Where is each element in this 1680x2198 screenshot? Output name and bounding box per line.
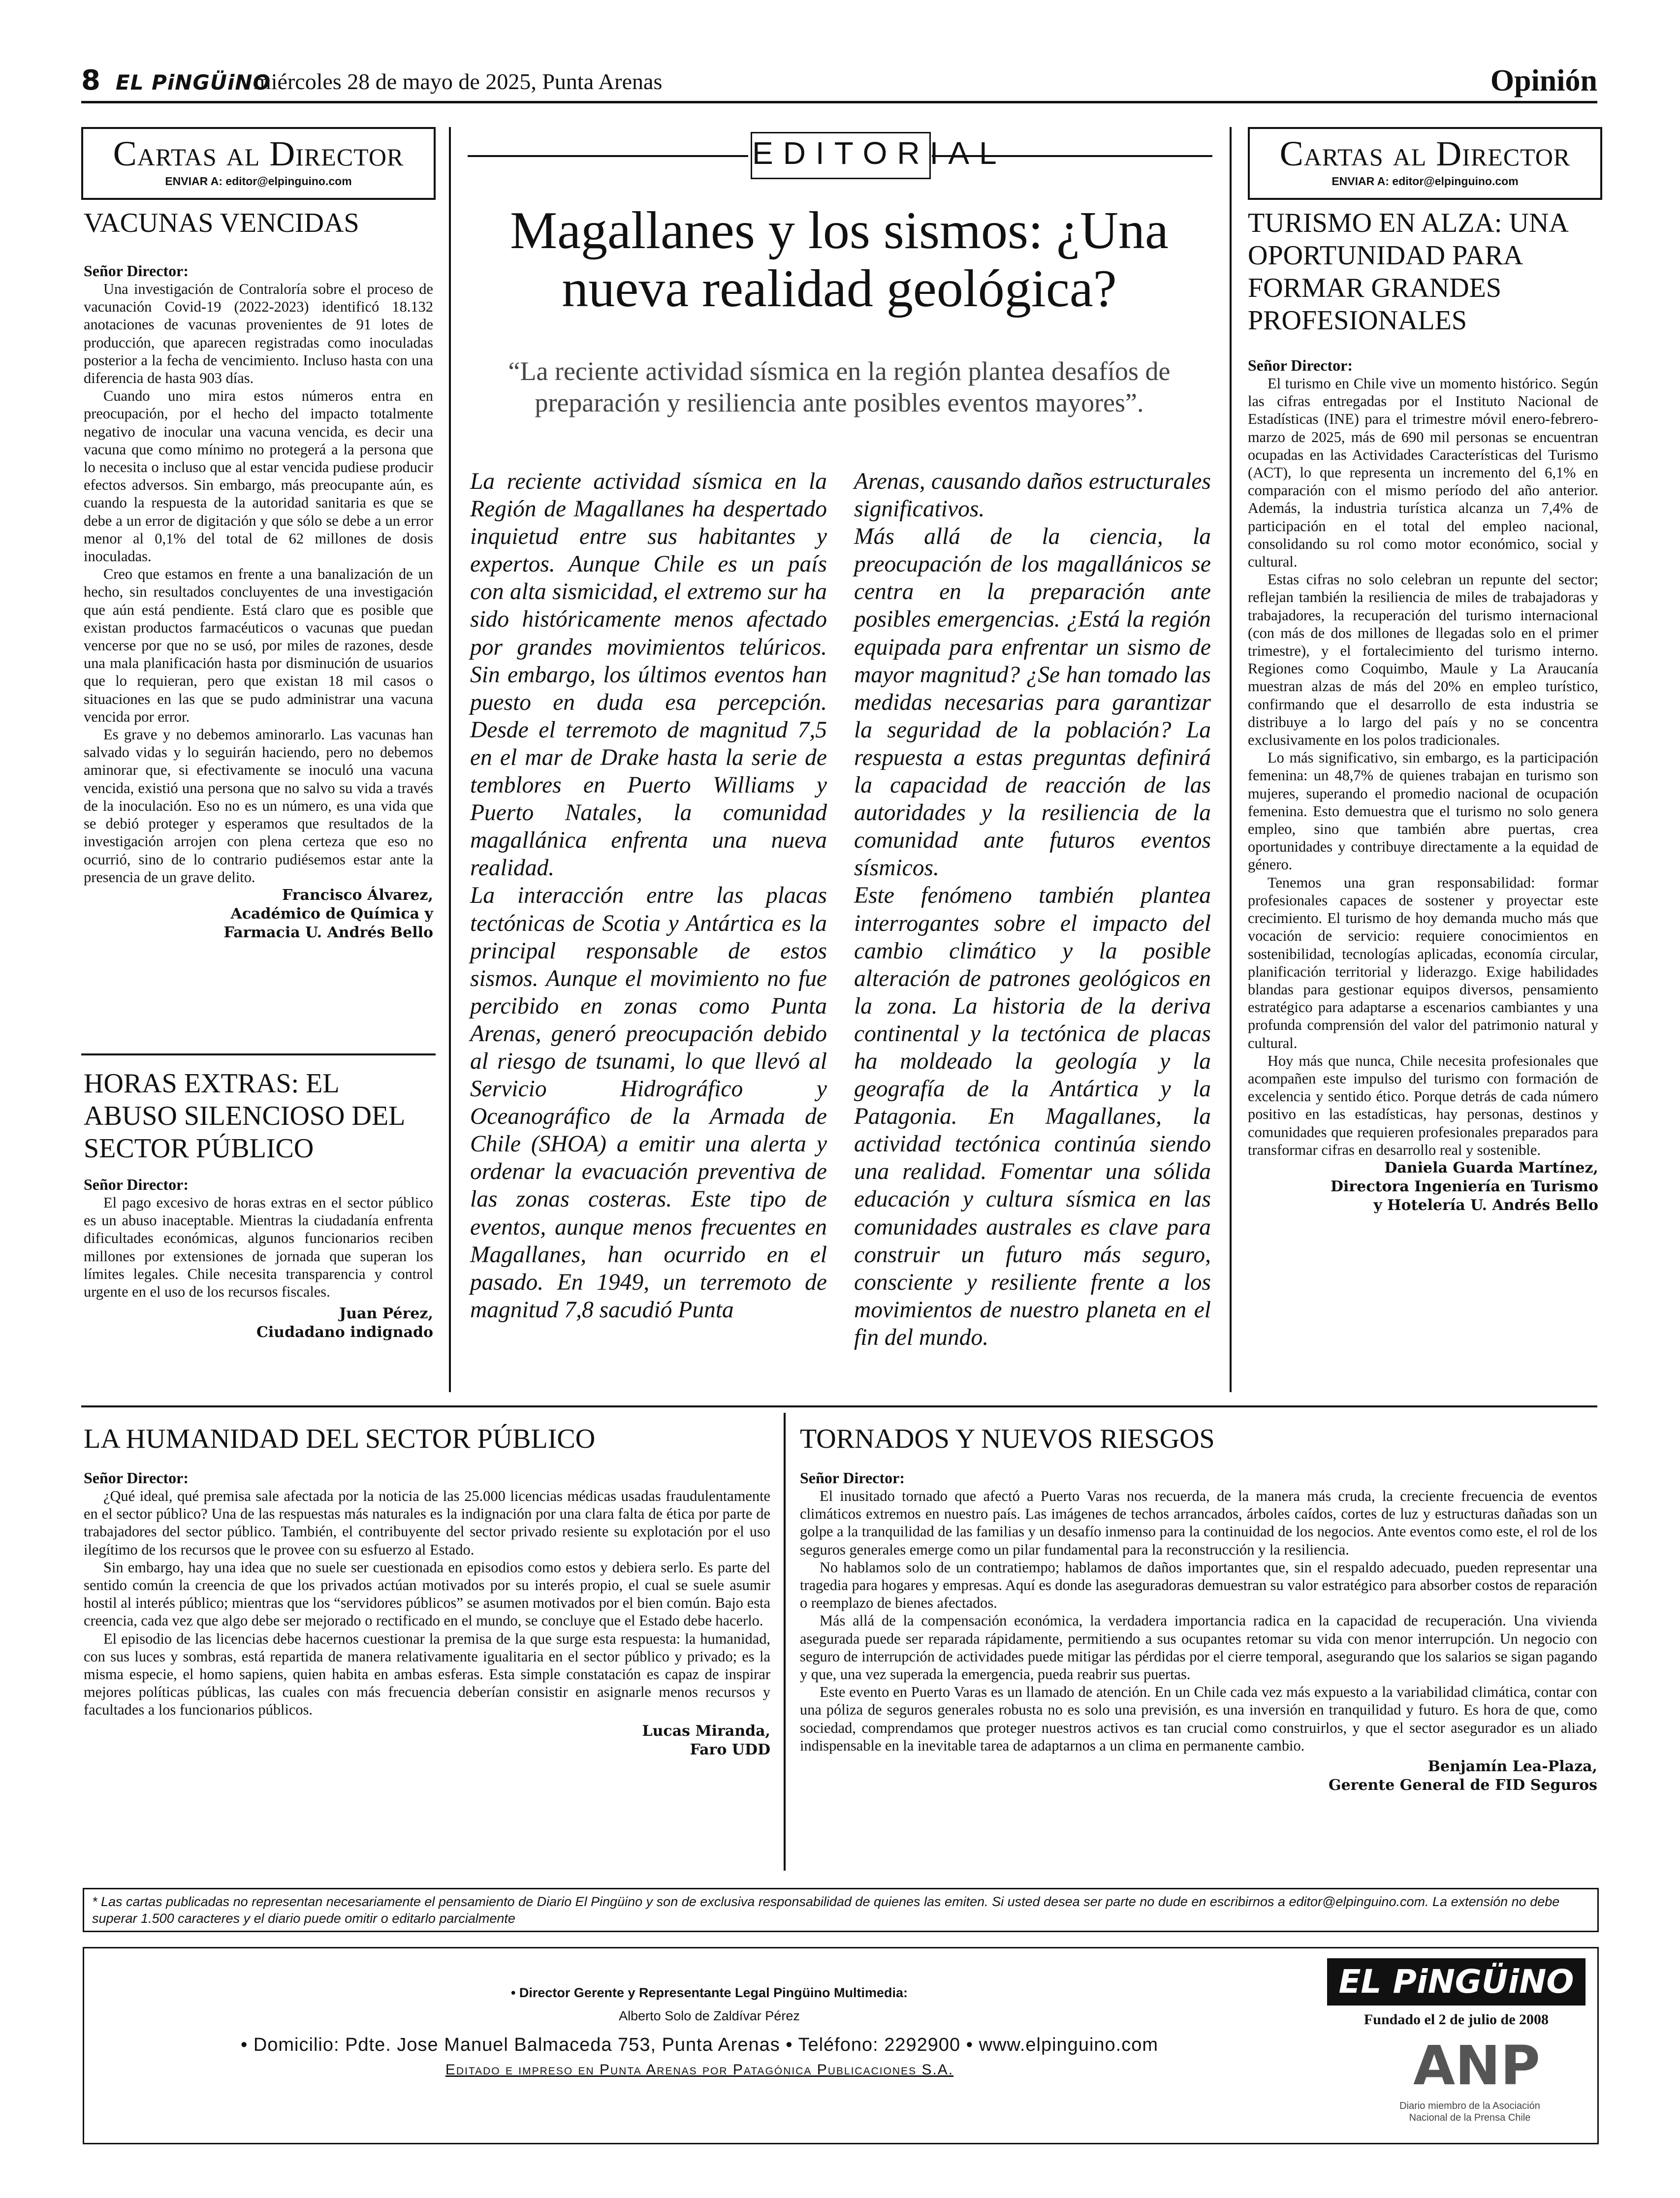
letter-horas-extras [84, 1067, 433, 1342]
editorial-label: EDITORIAL [752, 135, 1007, 171]
editorial-title: Magallanes y los sismos: ¿Una nueva realidad geológica? [510, 201, 1169, 318]
header-logo: EL PiNGÜiNO [116, 70, 271, 95]
paragraph: Una investigación de Contraloría sobre el proceso de vacunación Covid-19 (2022-2023) identificó 18.132 anotaciones de vacunas provenientes de 91 lotes de producción, que aparecen registradas como inoculadas posterior a la fecha de vencimiento. Incluso hasta con una diferencia de hasta 903 días. [84, 281, 433, 387]
editorial-rule [468, 155, 748, 157]
letter-salutation: Señor Director: [84, 1469, 189, 1487]
signature-name: Daniela Guarda Martínez, [1384, 1159, 1598, 1177]
footer-printed: Editado e impreso en Punta Arenas por Patagónica Publicaciones S.A. [445, 2062, 954, 2078]
letters-box-email: ENVIAR A: editor@elpinguino.com [165, 175, 352, 188]
letter-title: VACUNAS VENCIDAS [84, 208, 359, 238]
letter-body [84, 1194, 433, 1301]
paragraph: Este fenómeno también plantea interrogantes sobre el impacto del cambio climático y la posible alteración de patrones geológicos en la zona. La historia de la deriva continental y la tectónica de placas ha moldeado la geología y la geografía de la Antártica y la Patagonia. En Magallanes, la actividad tectónica continúa siendo una realidad. Fomentar una sólida educación y cultura sísmica en las comunidades australes es clave para construir un futuro más seguro, consciente y resiliente frente a los movimientos de nuestro planeta en el fin del mundo. [854, 883, 1211, 1350]
signature-role: Farmacia U. Andrés Bello [223, 924, 433, 941]
letter-turismo [1248, 207, 1598, 1215]
page-number: 8 [81, 64, 100, 96]
paragraph: El episodio de las licencias debe hacernos cuestionar la premisa de la que surge esta respuesta: la humanidad, con sus luces y sombras, está repartida de manera relativamente igualitaria en el sector público y privado; es la misma especie, el homo sapiens, quien habita en ambas esferas. Esta simple constatación es capaz de inspirar mejores políticas públicas, las cuales con más frecuencia deberían consistir en asignarle menos recursos y facultades a los funcionarios públicos. [84, 1630, 770, 1719]
paragraph: El pago excesivo de horas extras en el sector público es un abuso inaceptable. Mientras la ciudadanía enfrenta dificultades económicas, algunos funcionarios reciben millones por extensiones de jornada que superan los límites legales. Chile necesita transparencia y control urgente en el uso de los recursos fiscales. [84, 1194, 433, 1301]
letter-title: HORAS EXTRAS: EL ABUSO SILENCIOSO DEL SECTOR PÚBLICO [84, 1068, 405, 1164]
letter-title: LA HUMANIDAD DEL SECTOR PÚBLICO [84, 1424, 596, 1454]
paragraph: Hoy más que nunca, Chile necesita profesionales que acompañen este impulso del turismo con formación de excelencia y sentido ético. Porque detrás de cada número positivo en las estadísticas, hay personas, destinos y comunidades que requieren profesionales preparados para transformar cifras en desarrollo real y sostenible. [1248, 1052, 1598, 1158]
letter-signature [84, 1305, 433, 1342]
editorial-column-2 [854, 468, 1211, 1351]
signature-name: Francisco Álvarez, [282, 886, 433, 904]
section-title: Opinión [1490, 64, 1597, 97]
paragraph: Arenas, causando daños estructurales significativos. [854, 469, 1211, 522]
header-date: miércoles 28 de mayo de 2025, Punta Arenas [254, 69, 663, 94]
letter-body [1248, 375, 1598, 1159]
paragraph: La reciente actividad sísmica en la Región de Magallanes ha despertado inquietud entre sus habitantes y expertos. Aunque Chile es un país con alta sismicidad, el extremo sur ha sido históricamente menos afectado por grandes movimientos telúricos. Sin embargo, los últimos eventos han puesto en duda esa percepción. Desde el terremoto de magnitud 7,5 en el mar de Drake hasta la serie de temblores en Puerto Williams y Puerto Natales, la comunidad magallánica enfrenta una nueva realidad. [470, 469, 827, 881]
letter-signature [84, 886, 433, 942]
paragraph: Este evento en Puerto Varas es un llamado de atención. En un Chile cada vez más expuesto a la variabilidad climática, contar con una póliza de seguros generales robusta no es solo una previsión, es una inversión en tranquilidad y futuro. Es hora de que, como sociedad, comprendamos que proteger nuestros activos es tan crucial como construirlos, y que el sector asegurador es un aliado indispensable en la inevitable tarea de adaptarnos a un clima en permanente cambio. [800, 1684, 1597, 1754]
footer [83, 1947, 1599, 2144]
letter-salutation: Señor Director: [800, 1469, 905, 1487]
letter-salutation: Señor Director: [84, 1176, 189, 1193]
letter-signature [800, 1757, 1597, 1795]
letter-vacunas [84, 207, 433, 942]
divider [81, 1053, 436, 1055]
divider [81, 1405, 1597, 1407]
letter-body [800, 1487, 1597, 1754]
letter-tornados [800, 1423, 1597, 1795]
paragraph: El turismo en Chile vive un momento histórico. Según las cifras entregadas por el Instituto Nacional de Estadísticas (INE) para el trimestre móvil enero-febrero-marzo de 2025, más de 690 mil personas se encuentran ocupadas en las Actividades Características del Turismo (ACT), lo que representa un incremento del 6,1% en comparación con el mismo período del año anterior. Además, la industria turística alcanza un 7,4% de participación en el total del empleo nacional, consolidando su rol como motor económico, social y cultural. [1248, 375, 1598, 571]
editorial-column-1 [470, 468, 827, 1324]
letter-title: TURISMO EN ALZA: UNA OPORTUNIDAD PARA FORMAR GRANDES PROFESIONALES [1248, 208, 1567, 336]
footer-logo: EL PiNGÜiNO [1327, 1958, 1585, 2006]
letter-salutation: Señor Director: [84, 262, 189, 280]
founded-date: Fundado el 2 de julio de 2008 [1363, 2011, 1549, 2028]
letter-salutation: Señor Director: [1248, 356, 1353, 374]
letters-box-title: Cartas al Director [1279, 134, 1571, 173]
paragraph: No hablamos solo de un contratiempo; hablamos de daños importantes que, sin el respaldo adecuado, pueden representar una tragedia para hogares y empresas. Aquí es donde las aseguradoras demuestran su valor estratégico para absorber costos de reparación o reemplazo de bienes afectados. [800, 1559, 1597, 1612]
letters-box-email: ENVIAR A: editor@elpinguino.com [1331, 175, 1519, 188]
column-divider [449, 127, 451, 1392]
paragraph: Más allá de la ciencia, la preocupación de los magallánicos se centra en la preparación ante posibles emergencias. ¿Está la región equipada para enfrentar un sismo de mayor magnitud? ¿Se han tomado las medidas necesarias para garantizar la seguridad de la población? La respuesta a estas preguntas definirá la capacidad de reacción de las autoridades y la resiliencia de la comunidad ante futuros eventos sísmicos. [854, 524, 1211, 881]
editorial-label-box [751, 132, 1007, 179]
letter-title: TORNADOS Y NUEVOS RIESGOS [800, 1424, 1215, 1454]
paragraph: Más allá de la compensación económica, la verdadera importancia radica en la capacidad de recuperación. Una vivienda asegurada puede ser reparada rápidamente, permitiendo a sus ocupantes retomar su vida con menor interrupción. Un negocio con seguro de interrupción de actividades puede mitigar las pérdidas por el cierre temporal, asegurando que los salarios se sigan pagando y que, una vez superada la emergencia, pueda reabrir sus puertas. [800, 1612, 1597, 1683]
column-divider [784, 1413, 786, 1871]
letter-signature [84, 1722, 770, 1759]
signature-role: y Hotelería U. Andrés Bello [1373, 1196, 1598, 1214]
paragraph: Sin embargo, hay una idea que no suele ser cuestionada en episodios como estos y debiera serlo. Es parte del sentido común la creencia de que los privados actúan motivados por su interés propio, el cual se suele asumir hostil al interés público; mientras que los “servidores públicos” se asumen motivados por el bien común. Bajo esta creencia, cada vez que algo debe ser mejorado o rectificado en el mundo, se concluye que el Estado debe hacerlo. [84, 1559, 770, 1629]
column-divider [1230, 127, 1232, 1392]
letter-humanidad [84, 1423, 770, 1759]
paragraph: Lo más significativo, sin embargo, es la participación femenina: un 48,7% de quienes trabajan en turismo son mujeres, superando el promedio nacional de ocupación femenina. Esto demuestra que el turismo no solo genera empleo, sino que también abre puertas, crea oportunidades y contribuye directamente a la equidad de género. [1248, 749, 1598, 873]
signature-role: Académico de Química y [230, 905, 433, 923]
letters-box-left [81, 127, 436, 200]
paragraph: Cuando uno mira estos números entra en preocupación, por el hecho del impacto totalmente negativo de inocular una vacuna vencida, es decir una vacuna que como mínimo no protegerá a la persona que lo necesita o incluso que al estar vencida pudiese producir efectos adversos. Sin embargo, más preocupante aún, es cuando la respuesta de la autoridad sanitaria es que se debe a un error de digitación y que sólo se debe a un error menor al 0,1% del total de 62 millones de dosis inoculadas. [84, 387, 433, 565]
paragraph: Estas cifras no solo celebran un repunte del sector; reflejan también la resiliencia de miles de trabajadoras y trabajadores, la recuperación del turismo internacional (con más de dos millones de llegadas solo en el primer trimestre), y el fortalecimiento del turismo interno. Regiones como Coquimbo, Maule y La Araucanía muestran alzas de más del 20% en empleo turístico, confirmando que el desarrollo de esta industria se distribuye a lo largo del país y no se concentra exclusivamente en los polos tradicionales. [1248, 571, 1598, 749]
signature-name: Lucas Miranda, [642, 1722, 770, 1740]
signature-role: Faro UDD [690, 1741, 770, 1758]
anp-caption: Diario miembro de la Asociación Nacional de la Prensa Chile [1399, 2101, 1540, 2123]
letter-signature [1248, 1159, 1598, 1215]
paragraph: Creo que estamos en frente a una banalización de un hecho, sin resultados concluyentes de una investigación que aún está pendiente. Está claro que es posible que existan productos farmacéuticos o vacunas que puedan vencerse por que no se usó, por miles de razones, desde una mala planificación hasta por disminución de usuarios que lo requieran, pero que existan 18 mil casos o situaciones en las que se pudo administrar una vacuna vencida por error. [84, 566, 433, 725]
signature-role: Gerente General de FID Seguros [1328, 1777, 1597, 1794]
anp-logo: ANP [1413, 2034, 1540, 2097]
paragraph: Tenemos una gran responsabilidad: formar profesionales capaces de sostener y proyectar este crecimiento. El turismo de hoy demanda mucho más que vocación de servicio: requiere conocimientos en sostenibilidad, tecnologías aplicadas, economía circular, planificación territorial y liderazgo. Exige habilidades blandas para gestionar equipos diversos, pensamiento estratégico para adaptarse a escenarios cambiantes y una profunda comprensión del valor del patrimonio natural y cultural. [1248, 874, 1598, 1051]
signature-role: Directora Ingeniería en Turismo [1331, 1178, 1598, 1195]
disclaimer: * Las cartas publicadas no representan necesariamente el pensamiento de Diario El Pingüino y son de exclusiva responsabilidad de quienes las emiten. Si usted desea ser parte no dude en escribirnos a editor@elpinguino.com. La extensión no debe superar 1.500 caracteres y el diario puede omitir o editarlo parcialmente [83, 1888, 1599, 1932]
paragraph: El inusitado tornado que afectó a Puerto Varas nos recuerda, de la manera más cruda, la creciente frecuencia de eventos climáticos extremos en nuestro país. Las imágenes de techos arrancados, árboles caídos, cortes de luz y estructuras dañadas son un golpe a la tranquilidad de las familias y un desafío inmenso para la continuidad de los negocios. Ante eventos como este, el rol de los seguros generales emerge como un pilar fundamental para la reconstrucción y la resiliencia. [800, 1488, 1597, 1558]
letters-box-title: Cartas al Director [113, 134, 404, 173]
page-header [81, 62, 1597, 103]
signature-name: Juan Pérez, [339, 1305, 433, 1323]
footer-address: • Domicilio: Pdte. Jose Manuel Balmaceda 753, Punta Arenas • Teléfono: 2292900 • www.elpinguino.com [240, 2035, 1159, 2055]
letter-body [84, 1487, 770, 1719]
director-label: • Director Gerente y Representante Legal Pingüino Multimedia: [510, 1985, 908, 2000]
paragraph: La interacción entre las placas tectónicas de Scotia y Antártica es la principal responsable de estos sismos. Aunque el movimiento no fue percibido en zonas como Punta Arenas, generó preocupación debido al riesgo de tsunami, lo que llevó al Servicio Hidrográfico y Oceanográfico de la Armada de Chile (SHOA) a emitir una alerta y ordenar la evacuación preventiva de las zonas costeras. Este tipo de eventos, aunque menos frecuentes en Magallanes, han ocurrido en el pasado. En 1949, un terremoto de magnitud 7,8 sacudió Punta [470, 883, 827, 1323]
signature-role: Ciudadano indignado [256, 1324, 433, 1341]
director-name: Alberto Solo de Zaldívar Pérez [619, 2008, 800, 2023]
editorial-quote: “La reciente actividad sísmica en la región plantea desafíos de preparación y resiliencia ante posibles eventos mayores”. [508, 356, 1171, 417]
letter-body [84, 280, 433, 886]
letters-box-right [1248, 127, 1602, 200]
signature-name: Benjamín Lea-Plaza, [1427, 1758, 1597, 1776]
paragraph: Es grave y no debemos aminorarlo. Las vacunas han salvado vidas y lo seguirán haciendo, pero no debemos aminorar que, si efectivamente se inoculó una vacuna vencida, existió una persona que no salvo su vida a través de la inoculación. Eso no es un número, es una vida que se debió proteger y esperamos que resultados de la investigación arrojen con plena certeza que eso no ocurrió, sino de lo contrario pudiésemos estar ante la presencia de un grave delito. [84, 726, 433, 886]
paragraph: ¿Qué ideal, qué premisa sale afectada por la noticia de las 25.000 licencias médicas usadas fraudulentamente en el sector público? Una de las respuestas más naturales es la indignación por una clara falta de ética por parte de trabajadores del sector público. También, el contribuyente del sector privado resiente su explotación por el uso ilegítimo de los recursos que le provee con su esfuerzo al Estado. [84, 1488, 770, 1558]
